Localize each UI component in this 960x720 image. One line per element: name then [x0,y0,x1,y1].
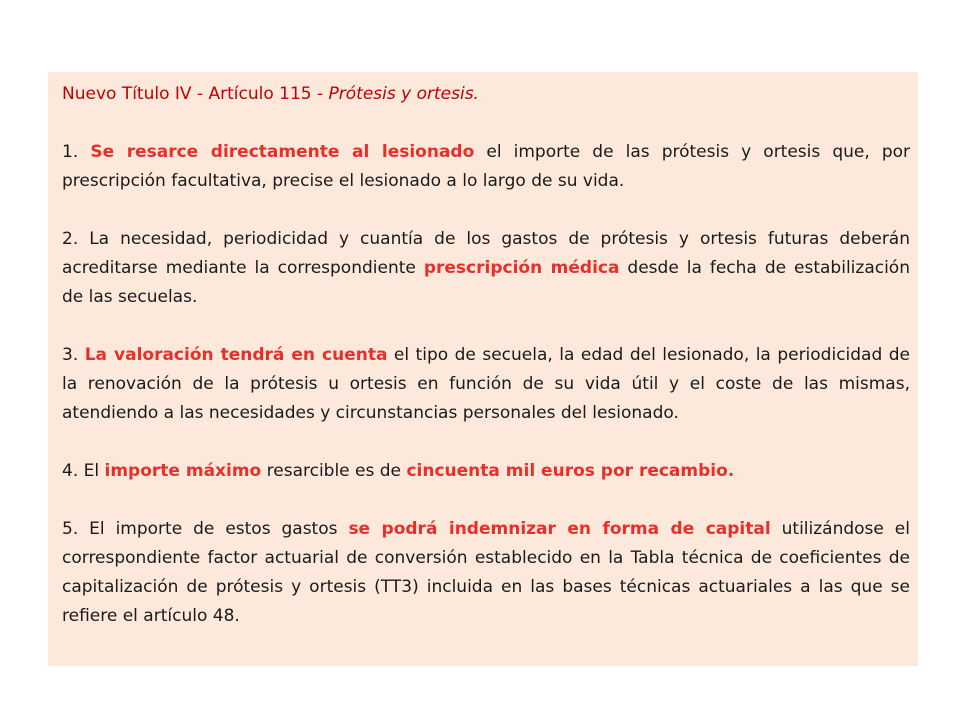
article-title-main: Nuevo Título IV - Artículo 115 - [62,84,329,104]
paragraph-text: desde la fecha de estabilización de las secuelas. [62,258,910,307]
paragraph-5 [62,515,910,631]
highlighted-phrase: se podrá indemnizar en forma de capital [348,519,771,539]
paragraph-text: El importe de estos gastos [78,519,349,539]
highlighted-phrase: La valoración tendrá en cuenta [84,345,388,365]
highlighted-phrase: cincuenta mil euros por recambio. [406,461,735,481]
article-paragraphs [62,138,910,631]
paragraph-text: La necesidad, periodicidad y cuantía de los gastos de prótesis y ortesis futuras deberán acreditarse mediante la correspondiente [62,229,910,278]
highlighted-phrase: prescripción médica [423,258,620,278]
paragraph-text: el importe de las prótesis y ortesis que, por prescripción facultativa, precise el lesionado a lo largo de su vida. [62,142,911,191]
paragraph-text: El [78,461,105,481]
paragraph-4 [62,457,910,486]
paragraph-text: resarcible es de [261,461,407,481]
paragraph-3 [62,341,910,428]
paragraph-number: 4. [62,461,79,481]
paragraph-2 [62,225,910,312]
paragraph-number: 1. [62,142,79,162]
highlighted-phrase: importe máximo [104,461,262,481]
paragraph-text: utilizándose el correspondiente factor actuarial de conversión establecido en la Tabla técnica de coeficientes de capitalización de prótesis y ortesis (TT3) incluida en las bases técnicas actuariales a las que se refiere el artículo 48. [62,519,910,626]
article-text-box [48,72,918,666]
paragraph-text: el tipo de secuela, la edad del lesionado, la periodicidad de la renovación de la prótesis u ortesis en función de su vida útil y el coste de las mismas, atendiendo a las necesidades y circunstancias personales del lesionado. [62,345,910,423]
article-title-italic: Prótesis y ortesis. [328,84,479,104]
paragraph-1 [62,138,910,196]
paragraph-number: 5. [62,519,79,539]
paragraph-number: 3. [62,345,79,365]
paragraph-text [78,142,90,162]
highlighted-phrase: Se resarce directamente al lesionado [90,142,475,162]
paragraph-number: 2. [62,229,79,249]
article-title [62,80,910,109]
